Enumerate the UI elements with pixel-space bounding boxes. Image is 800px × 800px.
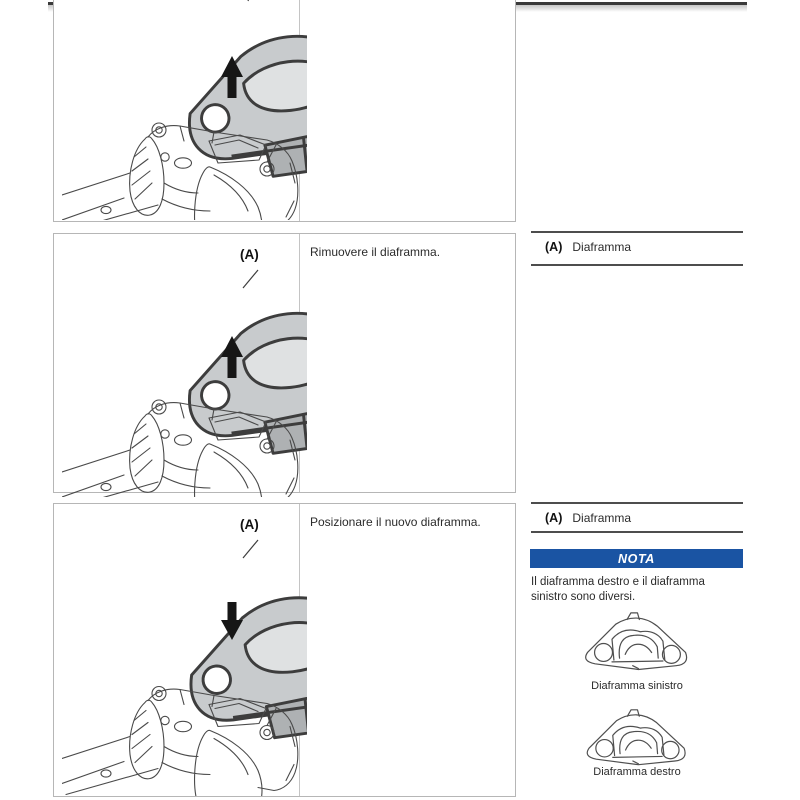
step-panel-remove [53,233,516,493]
callout-leader-line [248,0,260,1]
diaphragm-left-art [575,611,699,677]
legend-rule [531,231,743,233]
lever-line-art [62,0,307,220]
legend-key: (A) [545,511,563,525]
legend-label: Diaframma [572,240,632,254]
note-title: NOTA [618,551,655,566]
step-illustration-top [62,0,307,220]
figure-caption: Diaframma destro [593,766,681,778]
callout-label: (A) [240,247,259,262]
legend-entry [545,511,743,525]
legend-rule [531,502,743,504]
legend-rule [531,264,743,266]
legend-key: (A) [545,240,563,254]
note-body: Il diaframma destro e il diaframma sinistro sono diversi. [531,576,705,604]
callout-leader-line [243,540,258,558]
diaphragm-part [183,587,307,746]
figure-caption: Diaframma sinistro [591,680,683,692]
figure-diaframma-sinistro [575,611,699,682]
lever-line-art [62,512,307,796]
callout-label: (A) [240,517,259,532]
step-panel-place [53,503,516,797]
legend-label: Diaframma [572,511,632,525]
legend-entry [545,240,743,254]
instruction-text: Rimuovere il diaframma. [310,245,441,259]
legend-rule [531,531,743,533]
callout-leader-line [243,270,258,288]
step-illustration-place [62,512,307,796]
step-illustration-remove [62,242,307,497]
lever-body-art [62,687,298,797]
lever-line-art [62,242,307,497]
diaphragm-right-art [575,708,699,772]
note-banner [530,549,743,568]
instruction-text: Posizionare il nuovo diaframma. [310,515,481,529]
step-panel-top [53,0,516,222]
